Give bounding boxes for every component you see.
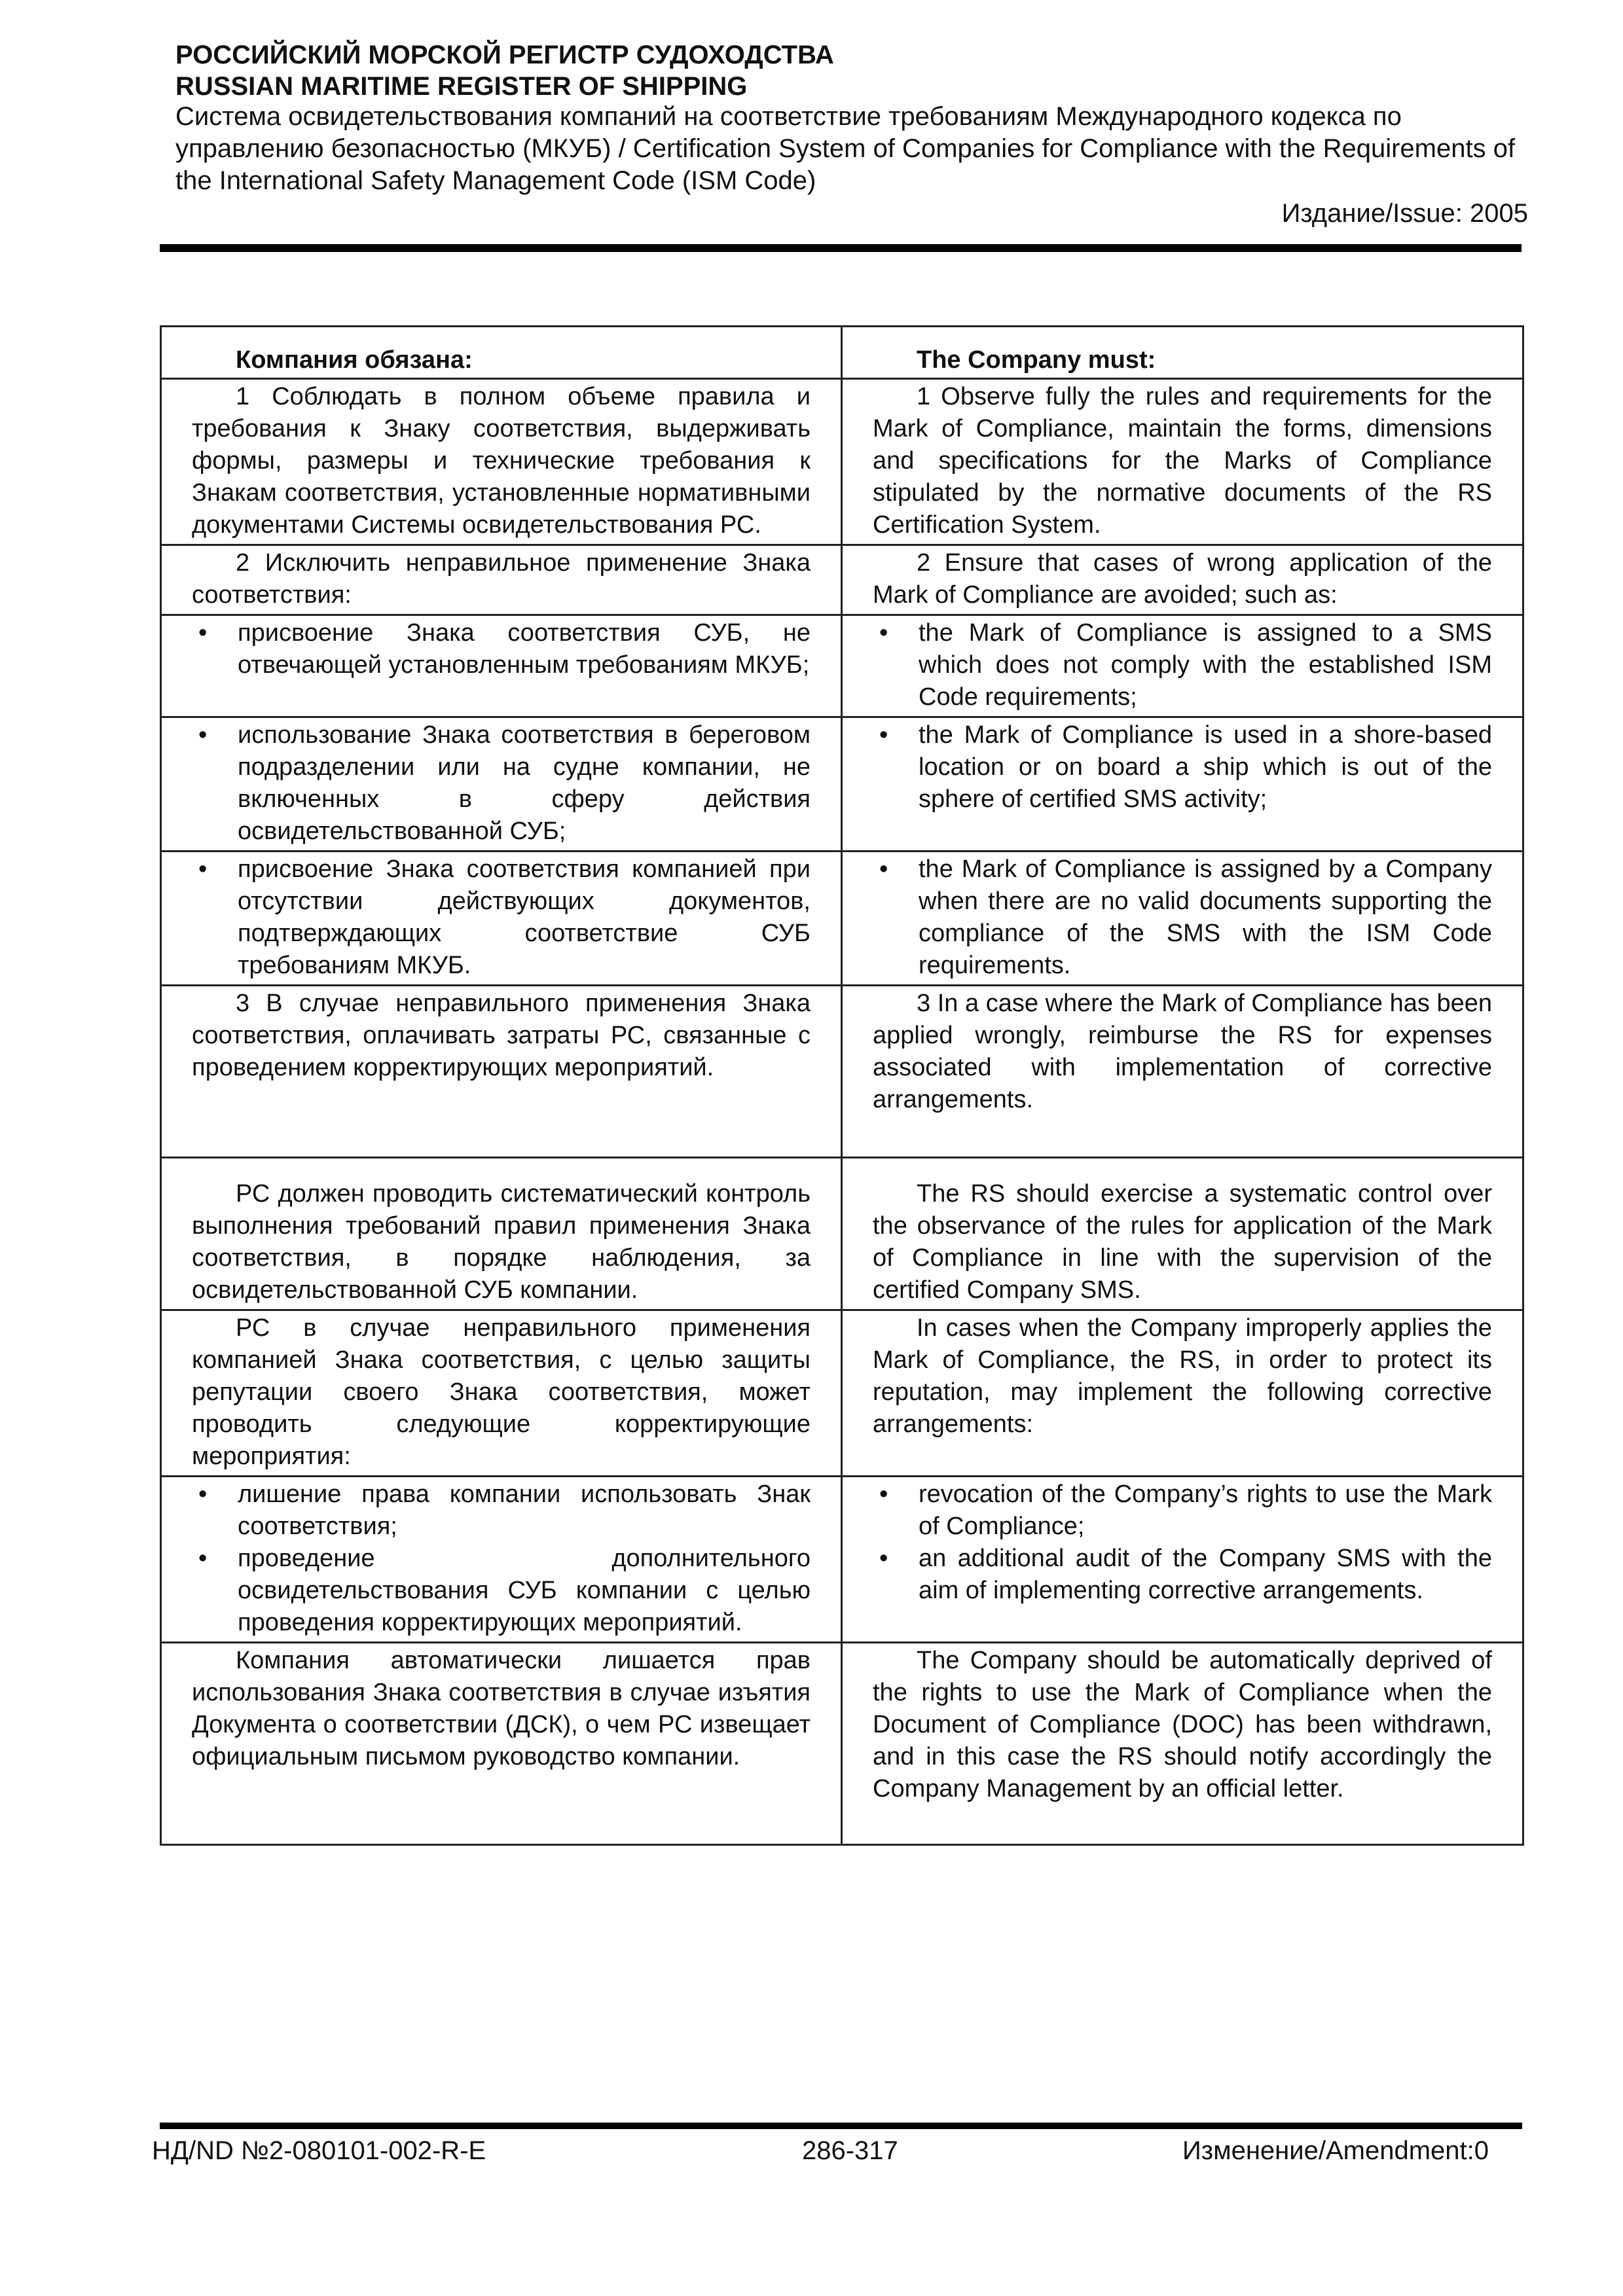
table-row [161,717,1523,852]
footer-rule [160,2123,1522,2129]
company-bullet-3-ru [161,852,842,986]
company-item-2-en: 2 Ensure that cases of wrong application of the Mark of Compliance are avoided; such as: [842,545,1523,615]
register-title-en: RUSSIAN MARITIME REGISTER OF SHIPPING [175,72,748,101]
rs-control-en: The RS should exercise a systematic control over the observance of the rules for application of the Mark of Compliance in line with the supervision of the certified Company SMS. [842,1158,1523,1310]
table-row [161,615,1523,717]
bullet-text: использование Знака соответствия в береговом подразделении или на судне компании, не включенных в сферу действия освидетельствованной СУБ; [238,721,811,845]
header-rule [160,244,1522,252]
table-row [161,379,1523,545]
bilingual-table [160,325,1524,1846]
table-row [161,545,1523,615]
company-bullet-3-en [842,852,1523,986]
company-heading-en: The Company must: [842,327,1523,379]
issue-label: Издание/Issue: 2005 [1281,199,1528,228]
doc-withdrawal-ru: Компания автоматически лишается прав использования Знака соответствия в случае изъятия Документа о соответствии (ДСК), о чем РС извещает официальным письмом руководство компании. [161,1643,842,1845]
bullet-icon: • [198,1545,208,1572]
company-item-2-ru: 2 Исключить неправильное применение Знака соответствия: [161,545,842,615]
bullet-text: присвоение Знака соответствия компанией при отсутствии действующих документов, подтверждающих соответствие СУБ требованиям МКУБ. [238,855,811,979]
amendment-label: Изменение/Amendment:0 [1182,2136,1489,2165]
bullet-text: the Mark of Compliance is assigned by a Company when there are no valid documents supporting the compliance of the SMS with the ISM Code requirements. [919,855,1492,979]
rs-corrective-en: In cases when the Company improperly applies the Mark of Compliance, the RS, in order to protect its reputation, may implement the following corrective arrangements: [842,1310,1523,1477]
bullet-text: присвоение Знака соответствия СУБ, не отвечающей установленным требованиям МКУБ; [238,619,811,679]
register-title-ru: РОССИЙСКИЙ МОРСКОЙ РЕГИСТР СУДОХОДСТВА [175,41,834,69]
company-bullet-2-en [842,717,1523,852]
bullet-text: проведение дополнительного освидетельствования СУБ компании с целью проведения корректирующих мероприятий. [238,1545,811,1636]
bullet-icon: • [198,1480,208,1508]
bullet-text: the Mark of Compliance is assigned to a SMS which does not comply with the established ISM Code requirements; [919,619,1492,711]
bullet-icon: • [198,721,208,749]
doc-withdrawal-en: The Company should be automatically deprived of the rights to use the Mark of Compliance when the Document of Compliance (DOC) has been withdrawn, and in this case the RS should notify accordingly the Company Management by an official letter. [842,1643,1523,1845]
table-row [161,986,1523,1158]
company-bullet-2-ru [161,717,842,852]
company-bullet-1-ru [161,615,842,717]
bullet-text: revocation of the Company’s rights to use the Mark of Compliance; [919,1480,1492,1540]
table-row [161,852,1523,986]
bullet-text: лишение права компании использовать Знак соответствия; [238,1480,811,1540]
bullet-text: an additional audit of the Company SMS with the aim of implementing corrective arrangements. [919,1545,1492,1604]
page-number: 286-317 [802,2136,898,2165]
bullet-icon: • [879,1480,888,1508]
table-row [161,1158,1523,1310]
company-item-1-ru: 1 Соблюдать в полном объеме правила и требования к Знаку соответствия, выдерживать формы, размеры и технические требования к Знакам соответствия, установленные нормативными документами Системы освидетельствования РС. [161,379,842,545]
table-row [161,1310,1523,1477]
bullet-icon: • [879,721,888,749]
table-row [161,327,1523,379]
document-number: НД/ND №2-080101-002-R-E [152,2136,486,2165]
bullet-icon: • [879,855,888,883]
rs-corrective-ru: РС в случае неправильного применения компанией Знака соответствия, с целью защиты репутации своего Знака соответствия, может проводить следующие корректирующие мероприятия: [161,1310,842,1477]
company-item-1-en: 1 Observe fully the rules and requirements for the Mark of Compliance, maintain the forms, dimensions and specifications for the Marks of Compliance stipulated by the normative documents of the RS Certification System. [842,379,1523,545]
bullet-icon: • [198,855,208,883]
rs-control-ru: РС должен проводить систематический контроль выполнения требований правил применения Знака соответствия, в порядке наблюдения, за освидетельствованной СУБ компании. [161,1158,842,1310]
company-item-3-en: 3 In a case where the Mark of Compliance has been applied wrongly, reimburse the RS for expenses associated with implementation of corrective arrangements. [842,986,1523,1158]
company-bullet-1-en [842,615,1523,717]
bullet-text: the Mark of Compliance is used in a shore-based location or on board a ship which is out of the sphere of certified SMS activity; [919,721,1492,813]
rs-bullets-ru [161,1477,842,1643]
bullet-icon: • [879,1545,888,1572]
rs-bullets-en [842,1477,1523,1643]
company-heading-ru: Компания обязана: [161,327,842,379]
table-row [161,1477,1523,1643]
bullet-icon: • [198,619,208,647]
table-row [161,1643,1523,1845]
company-item-3-ru: 3 В случае неправильного применения Знака соответствия, оплачивать затраты РС, связанные с проведением корректирующих мероприятий. [161,986,842,1158]
bullet-icon: • [879,619,888,647]
certification-system-subtitle: Система освидетельствования компаний на соответствие требованиям Международного кодекса по управлению безопасностью (МКУБ) / Certification System of Companies for Compliance with the Requirements of the International Safety Management Code (ISM Code) [175,102,1516,195]
